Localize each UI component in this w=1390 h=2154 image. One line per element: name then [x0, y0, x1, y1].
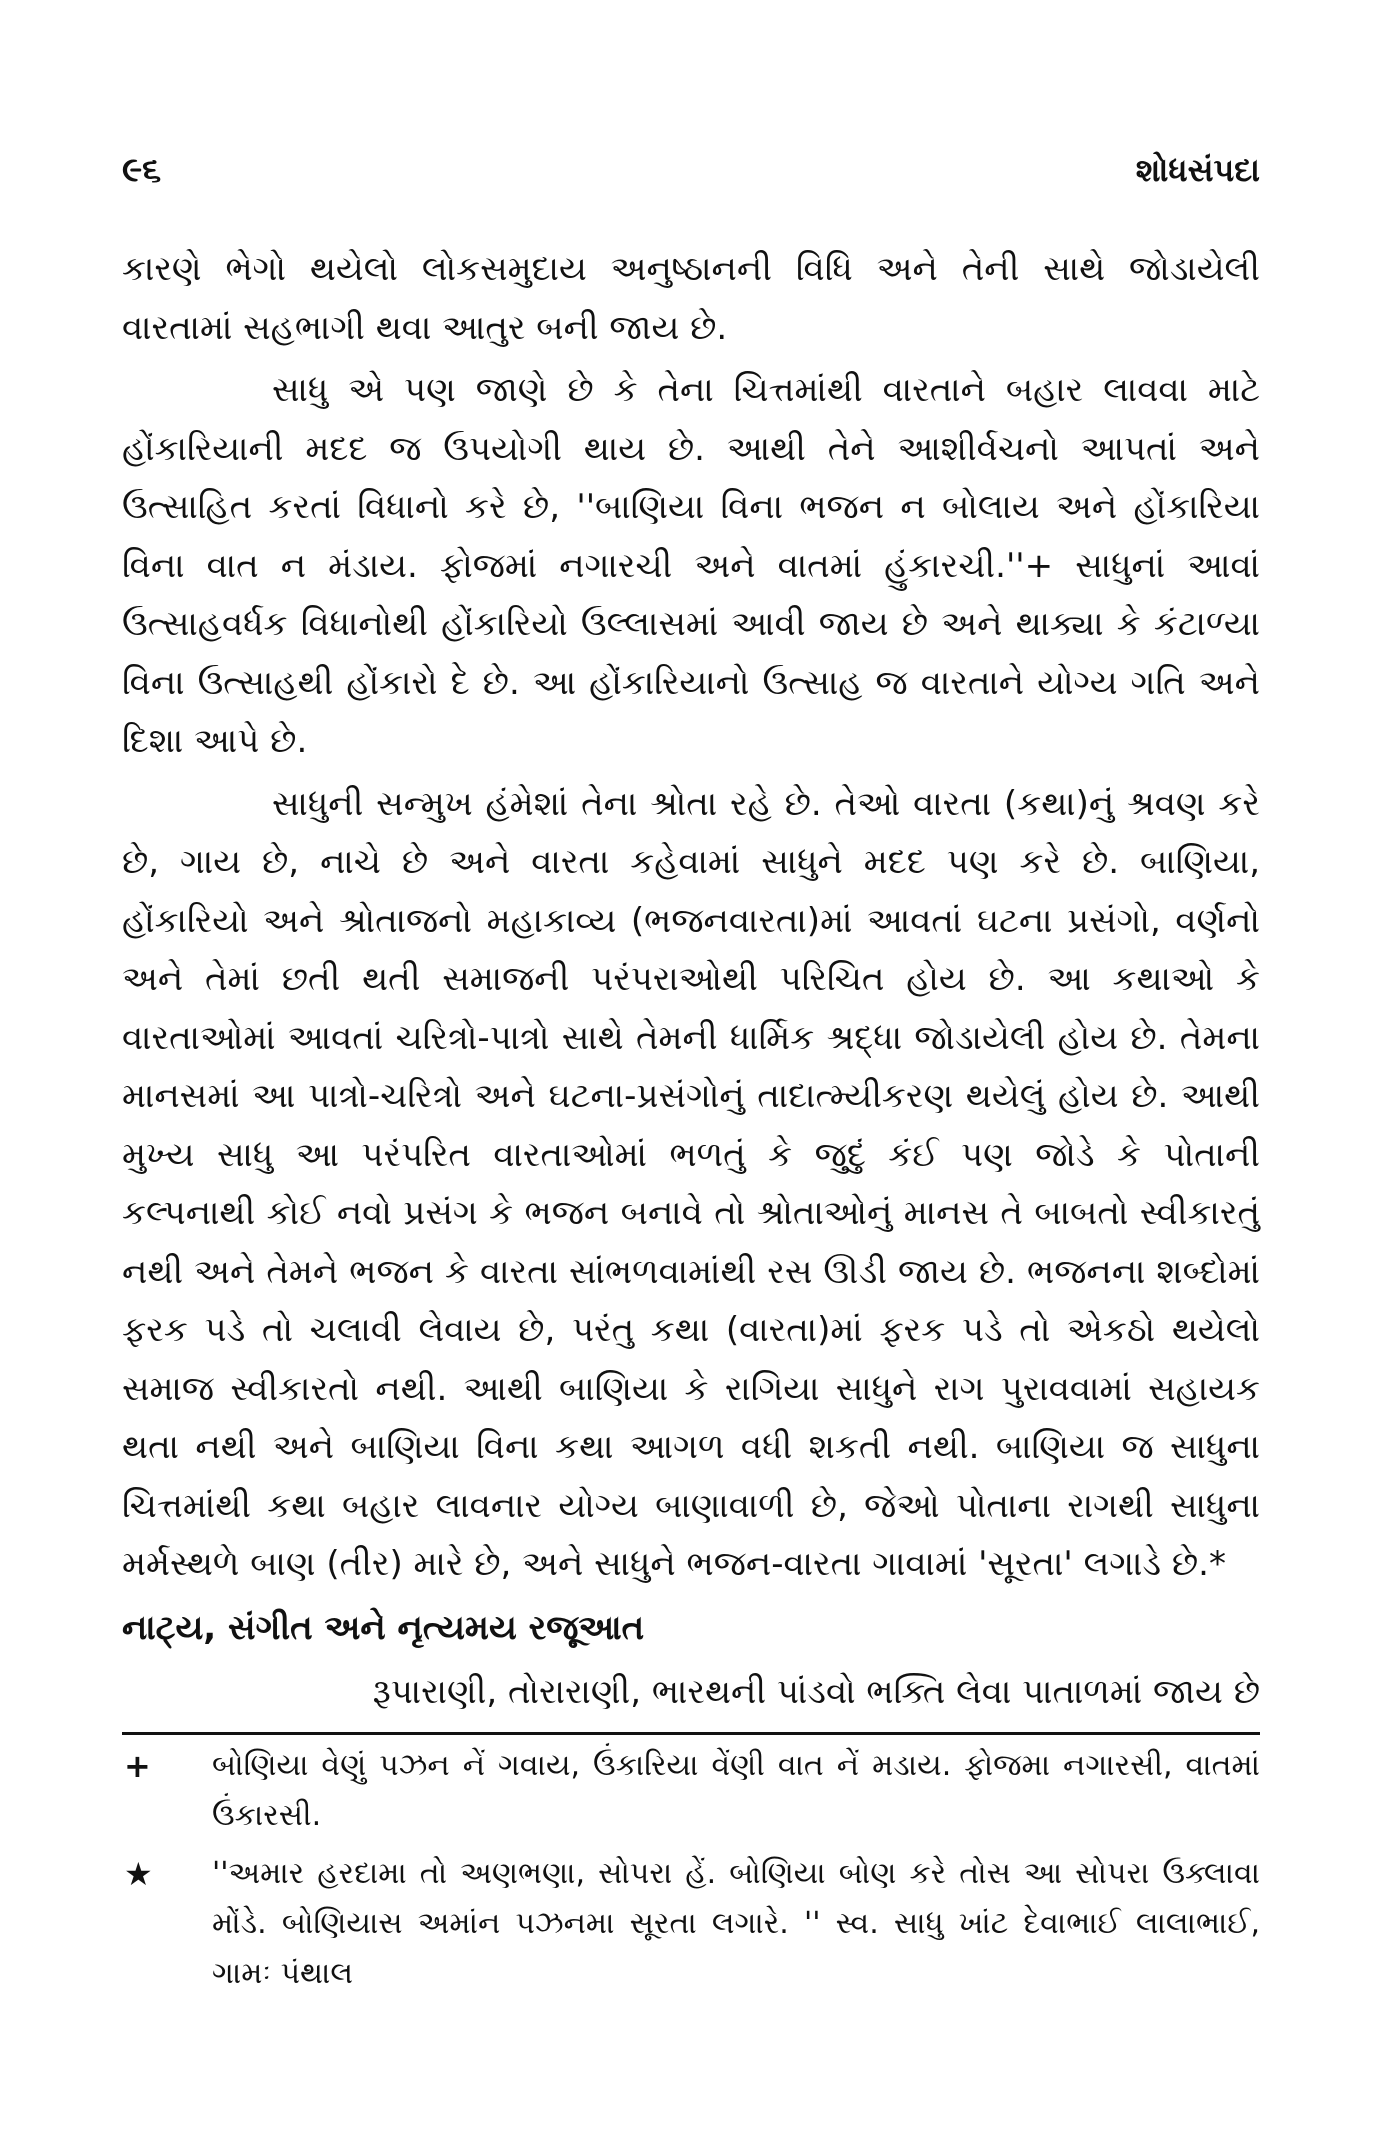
footnotes — [122, 1741, 1260, 1999]
footnote-text: ''અમાર હરદામા તો અણભણા, સોપરા હેં. બોણિયા બોણ કરે તોસ આ સોપરા ઉક્લાવા મોંડે. બોણિયાસ અમાંન પઝનમા સૂરતા લગારે. '' સ્વ. સાધુ ખાંટ દેવાભાઈ લાલાભાઈ, ગામઃ પંથાલ — [212, 1855, 1260, 1991]
footnote — [122, 1849, 1260, 1999]
figure-caption: રૂપારાણી, તોરારાણી, ભારથની પાંડવો ભક્તિ લેવા પાતાળમાં જાય છે — [372, 1671, 1260, 1712]
footnote-text: બોણિયા વેણું પઝન નેં ગવાય, ઉંકારિયા વેંણી વાત નેં મડાય. ફોજમા નગારસી, વાતમાં ઉંકારસી. — [212, 1747, 1260, 1833]
section-heading: નાટ્ય, સંગીત અને નૃત્યમય રજૂઆત — [122, 1607, 645, 1648]
body-text — [122, 240, 1260, 1594]
paragraph-continuation: કારણે ભેગો થયેલો લોકસમુદાય અનુષ્ઠાનની વિધિ અને તેની સાથે જોડાયેલી વારતામાં સહભાગી થવા આતુર બની જાય છે. — [122, 249, 1260, 348]
footnote-marker: + — [124, 1746, 151, 1785]
paragraph: સાધુ એ પણ જાણે છે કે તેના ચિત્તમાંથી વારતાને બહાર લાવવા માટે હોંકારિયાની મદદ જ ઉપયોગી થાય છે. આથી તેને આશીર્વચનો આપતાં અને ઉત્સાહિત કરતાં વિધાનો કરે છે, ''બાણિયા વિના ભજન ન બોલાય અને હોંકારિયા વિના વાત ન મંડાય. ફોજમાં નગારચી અને વાતમાં હુંકારચી.''+ સાધુનાં આવાં ઉત્સાહવર્ધક વિધાનોથી હોંકારિયો ઉલ્લાસમાં આવી જાય છે અને થાક્યા કે કંટાળ્યા વિના ઉત્સાહથી હોંકારો દે છે. આ હોંકારિયાનો ઉત્સાહ જ વારતાને યોગ્ય ગતિ અને દિશા આપે છે. — [122, 370, 1260, 761]
footnote-marker: ★ — [124, 1854, 153, 1893]
footnote-divider — [122, 1732, 1260, 1735]
footnote — [122, 1741, 1260, 1841]
page-header — [122, 150, 1260, 220]
paragraph: સાધુની સન્મુખ હંમેશાં તેના શ્રોતા રહે છે. તેઓ વારતા (કથા)નું શ્રવણ કરે છે, ગાય છે, નાચે છે અને વારતા કહેવામાં સાધુને મદદ પણ કરે છે. બાણિયા, હોંકારિયો અને શ્રોતાજનો મહાકાવ્ય (ભજનવારતા)માં આવતાં ઘટના પ્રસંગો, વર્ણનો અને તેમાં છતી થતી સમાજની પરંપરાઓથી પરિચિત હોય છે. આ કથાઓ કે વારતાઓમાં આવતાં ચરિત્રો-પાત્રો સાથે તેમની ધાર્મિક શ્રદ્ધા જોડાયેલી હોય છે. તેમના માનસમાં આ પાત્રો-ચરિત્રો અને ઘટના-પ્રસંગોનું તાદાત્મ્યીકરણ થયેલું હોય છે. આથી મુખ્ય સાધુ આ પરંપરિત વારતાઓમાં ભળતું કે જુદું કંઈ પણ જોડે કે પોતાની કલ્પનાથી કોઈ નવો પ્રસંગ કે ભજન બનાવે તો શ્રોતાઓનું માનસ તે બાબતો સ્વીકારતું નથી અને તેમને ભજન કે વારતા સાંભળવામાંથી રસ ઊડી જાય છે. ભજનના શબ્દોમાં ફરક પડે તો ચલાવી લેવાય છે, પરંતુ કથા (વારતા)માં ફરક પડે તો એકઠો થયેલો સમાજ સ્વીકારતો નથી. આથી બાણિયા કે રાગિયા સાધુને રાગ પુરાવવામાં સહાયક થતા નથી અને બાણિયા વિના કથા આગળ વધી શકતી નથી. બાણિયા જ સાધુના ચિત્તમાંથી કથા બહાર લાવનાર યોગ્ય બાણાવાળી છે, જેઓ પોતાના રાગથી સાધુના મર્મસ્થળે બાણ (તીર) મારે છે, અને સાધુને ભજન-વારતા ગાવામાં 'સૂરતા' લગાડે છે.* — [122, 783, 1260, 1584]
page-number: ૯૬ — [122, 150, 162, 190]
running-title: શોધસંપદા — [1135, 151, 1260, 189]
